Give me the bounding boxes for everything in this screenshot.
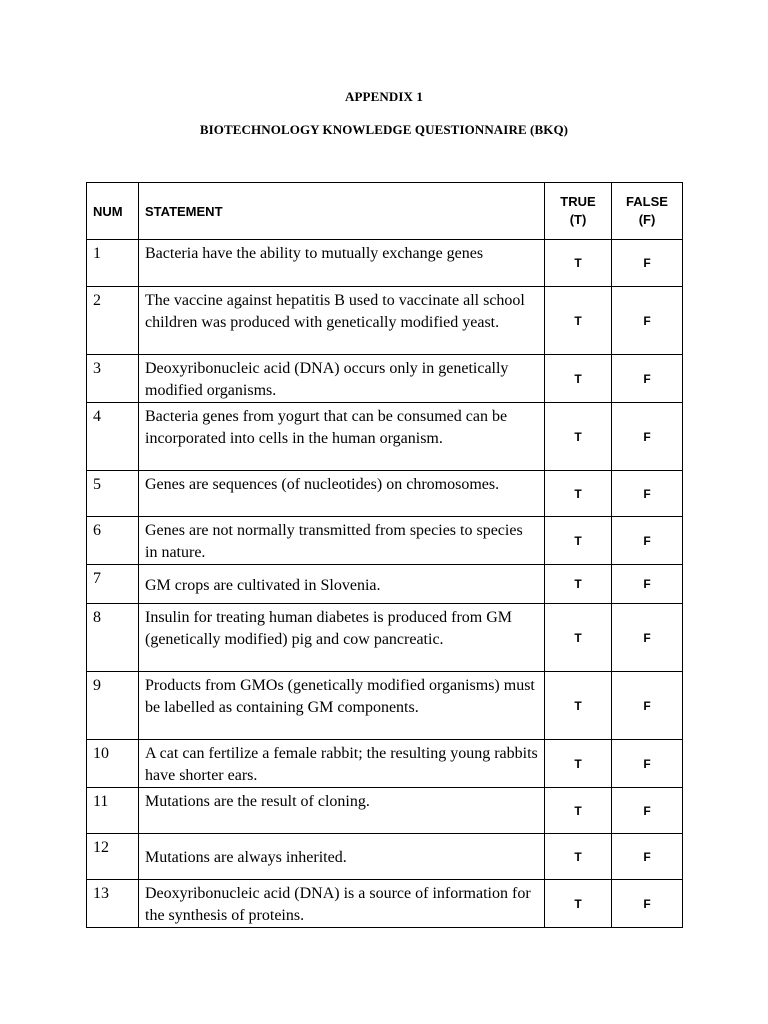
statement-text: Bacteria genes from yogurt that can be consumed can be incorporated into cells in the human organism. [139, 403, 545, 471]
true-option[interactable]: T [545, 355, 612, 403]
table-row [87, 880, 683, 928]
statement-text: GM crops are cultivated in Slovenia. [139, 565, 545, 604]
statement-text: Bacteria have the ability to mutually exchange genes [139, 240, 545, 287]
true-option[interactable]: T [545, 672, 612, 740]
true-header-label: TRUE [560, 194, 596, 209]
false-header-label: FALSE [626, 194, 668, 209]
true-option[interactable]: T [545, 517, 612, 565]
row-number: 2 [87, 287, 139, 355]
table-row [87, 471, 683, 517]
true-option[interactable]: T [545, 740, 612, 788]
false-option[interactable]: F [612, 287, 683, 355]
row-number: 12 [87, 834, 139, 880]
false-option[interactable]: F [612, 604, 683, 672]
true-column-header [545, 183, 612, 240]
table-row [87, 355, 683, 403]
table-row [87, 517, 683, 565]
statement-text: Deoxyribonucleic acid (DNA) is a source of information for the synthesis of proteins. [139, 880, 545, 928]
statement-text: Genes are sequences (of nucleotides) on chromosomes. [139, 471, 545, 517]
true-header-abbrev: (T) [569, 212, 587, 227]
table-row [87, 240, 683, 287]
true-option[interactable]: T [545, 287, 612, 355]
false-option[interactable]: F [612, 788, 683, 834]
row-number: 10 [87, 740, 139, 788]
true-option[interactable]: T [545, 565, 612, 604]
table-row [87, 565, 683, 604]
false-option[interactable]: F [612, 471, 683, 517]
table-row [87, 788, 683, 834]
true-option[interactable]: T [545, 403, 612, 471]
row-number: 6 [87, 517, 139, 565]
table-row [87, 740, 683, 788]
row-number: 8 [87, 604, 139, 672]
false-option[interactable]: F [612, 403, 683, 471]
row-number: 3 [87, 355, 139, 403]
table-row [87, 672, 683, 740]
true-option[interactable]: T [545, 880, 612, 928]
row-number: 5 [87, 471, 139, 517]
true-option[interactable]: T [545, 604, 612, 672]
table-row [87, 604, 683, 672]
statement-text: Genes are not normally transmitted from species to species in nature. [139, 517, 545, 565]
statement-text: Products from GMOs (genetically modified organisms) must be labelled as containing GM components. [139, 672, 545, 740]
statement-column-header: STATEMENT [139, 183, 545, 240]
row-number: 11 [87, 788, 139, 834]
true-option[interactable]: T [545, 788, 612, 834]
row-number: 13 [87, 880, 139, 928]
questionnaire-title: BIOTECHNOLOGY KNOWLEDGE QUESTIONNAIRE (BKQ) [199, 122, 569, 137]
false-option[interactable]: F [612, 240, 683, 287]
statement-text: The vaccine against hepatitis B used to vaccinate all school children was produced with genetically modified yeast. [139, 287, 545, 355]
row-number: 9 [87, 672, 139, 740]
true-option[interactable]: T [545, 471, 612, 517]
false-column-header [612, 183, 683, 240]
table-row [87, 287, 683, 355]
true-option[interactable]: T [545, 240, 612, 287]
questionnaire-table [86, 182, 683, 928]
table-row [87, 834, 683, 880]
false-option[interactable]: F [612, 740, 683, 788]
num-column-header: NUM [87, 183, 139, 240]
false-option[interactable]: F [612, 355, 683, 403]
false-option[interactable]: F [612, 517, 683, 565]
row-number: 4 [87, 403, 139, 471]
statement-text: Mutations are the result of cloning. [139, 788, 545, 834]
row-number: 7 [87, 565, 139, 604]
statement-text: Insulin for treating human diabetes is produced from GM (genetically modified) pig and cow pancreatic. [139, 604, 545, 672]
appendix-title: APPENDIX 1 [345, 89, 423, 104]
table-row [87, 403, 683, 471]
statement-text: Mutations are always inherited. [139, 834, 545, 880]
statement-text: Deoxyribonucleic acid (DNA) occurs only in genetically modified organisms. [139, 355, 545, 403]
false-option[interactable]: F [612, 880, 683, 928]
false-option[interactable]: F [612, 834, 683, 880]
header-row [87, 183, 683, 240]
statement-text: A cat can fertilize a female rabbit; the resulting young rabbits have shorter ears. [139, 740, 545, 788]
false-header-abbrev: (F) [638, 212, 656, 227]
false-option[interactable]: F [612, 565, 683, 604]
true-option[interactable]: T [545, 834, 612, 880]
row-number: 1 [87, 240, 139, 287]
false-option[interactable]: F [612, 672, 683, 740]
